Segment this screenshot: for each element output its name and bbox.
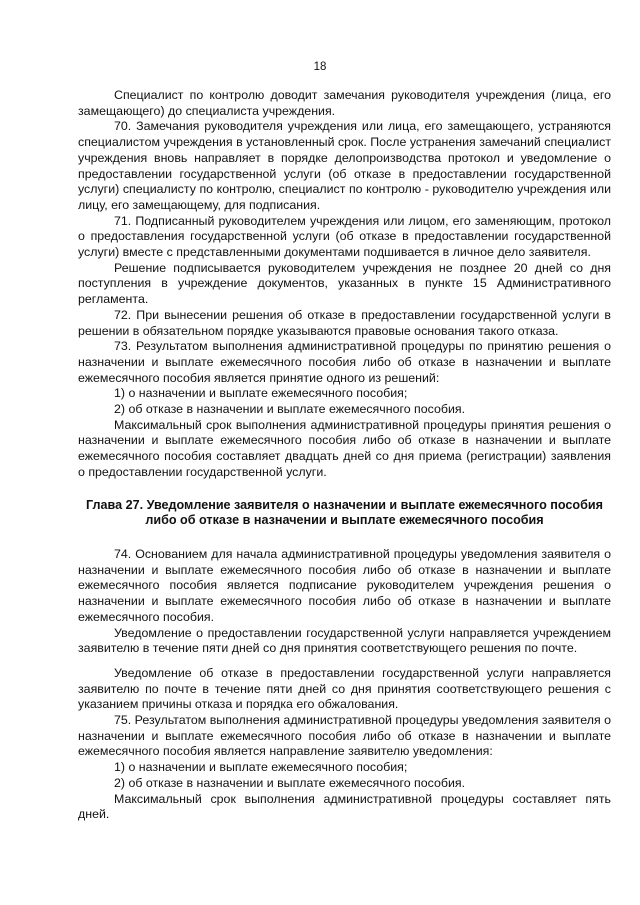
paragraph: Максимальный срок выполнения административной процедуры составляет пять дней. xyxy=(78,791,611,822)
paragraph: Специалист по контролю доводит замечания руководителя учреждения (лица, его замещающего) до специалиста учреждения. xyxy=(78,88,611,118)
paragraph: 73. Результатом выполнения административной процедуры по принятию решения о назначении и выплате ежемесячного пособия либо об отказе в назначении и выплате ежемесячного пособия является принятие одного из решений: xyxy=(78,339,611,385)
paragraph: 70. Замечания руководителя учреждения или лица, его замещающего, устраняются специалистом учреждения в установленный срок. После устранения замечаний специалист учреждения вновь направляет в порядке делопроизводства протокол и уведомление о предоставлении государственной услуги (об отказе в предоставлении государственной услуги) специалисту по контролю, специалист по контролю - руководителю учреждения или лицу, его замещающему, для подписания. xyxy=(78,119,611,212)
paragraph: 72. При вынесении решения об отказе в предоставлении государственной услуги в решении в обязательном порядке указываются правовые основания такого отказа. xyxy=(78,307,611,338)
list-item: 2) об отказе в назначении и выплате ежемесячного пособия. xyxy=(114,402,466,417)
page-number: 18 xyxy=(313,61,327,73)
paragraph: Решение подписывается руководителем учреждения не позднее 20 дней со дня поступления в учреждение документов, указанных в пункте 15 Административного регламента. xyxy=(78,260,611,307)
paragraph: Максимальный срок выполнения административной процедуры принятия решения о назначении и выплате ежемесячного пособия либо об отказе в назначении и выплате ежемесячного пособия составляет двадцать дней со дня приема (регистрации) заявления о предоставлении государственной услуги. xyxy=(78,417,611,479)
paragraph: Уведомление об отказе в предоставлении государственной услуги направляется заявителю по почте в течение пяти дней со дня принятия соответствующего решения с указанием причины отказа и порядка его обжалования. xyxy=(78,665,611,712)
list-item: 2) об отказе в назначении и выплате ежемесячного пособия. xyxy=(114,775,466,790)
chapter-heading: Глава 27. Уведомление заявителя о назначении и выплате ежемесячного пособия либо об отказе в назначении и выплате ежемесячного пособия xyxy=(86,497,603,528)
paragraph: 74. Основанием для начала административной процедуры уведомления заявителя о назначении и выплате ежемесячного пособия либо об отказе в назначении и выплате ежемесячного пособия является подписание руководителем учреждения решения о назначении и выплате ежемесячного пособия либо об отказе в назначении и выплате ежемесячного пособия. xyxy=(78,546,611,624)
document-body xyxy=(78,88,611,823)
list-item: 1) о назначении и выплате ежемесячного пособия; xyxy=(114,760,408,775)
paragraph: 71. Подписанный руководителем учреждения или лицом, его заменяющим, протокол о предоставления государственной услуги (об отказе в предоставлении государственной услуги) вместе с представленными документами подшивается в личное дело заявителя. xyxy=(78,213,611,260)
paragraph: 75. Результатом выполнения административной процедуры уведомления заявителя о назначении и выплате ежемесячного пособия либо об отказе в назначении и выплате ежемесячного пособия является направление заявителю уведомления: xyxy=(78,713,612,759)
paragraph: Уведомление о предоставлении государственной услуги направляется учреждением заявителю в течение пяти дней со дня принятия соответствующего решения по почте. xyxy=(78,625,611,656)
list-item: 1) о назначении и выплате ежемесячного пособия; xyxy=(114,386,408,401)
